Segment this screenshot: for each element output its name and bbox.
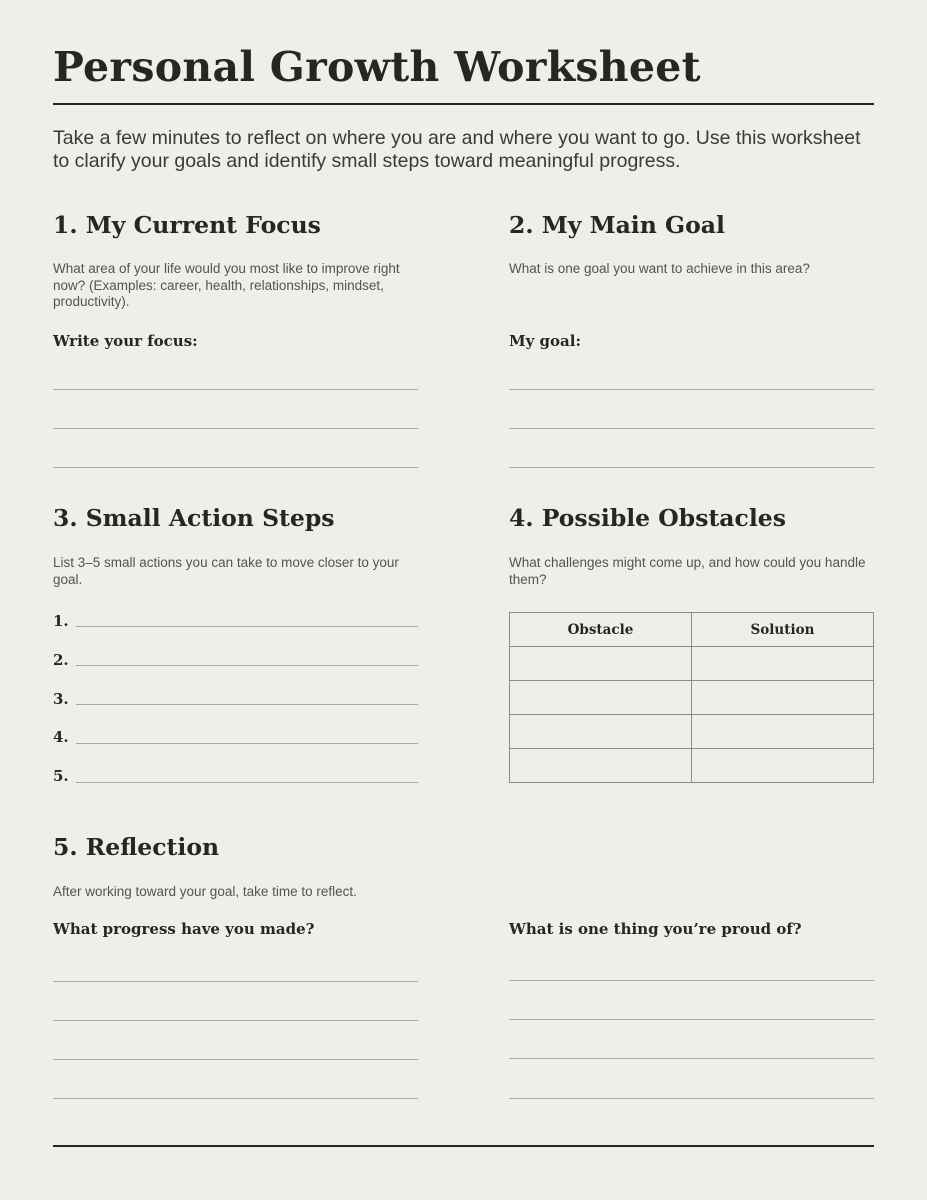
section-5-heading: 5. Reflection (53, 833, 220, 861)
goal-write-line-3[interactable] (509, 467, 874, 468)
proud-write-line-1[interactable] (509, 980, 874, 981)
intro-text: Take a few minutes to reflect on where you are and where you want to go. Use this worksheet to clarify your goals and identify small steps toward meaningful progress. (53, 127, 861, 172)
step-write-line-1[interactable] (76, 626, 418, 627)
section-1-heading: 1. My Current Focus (53, 211, 321, 239)
obstacle-cell[interactable] (510, 681, 692, 715)
table-row (510, 715, 874, 749)
progress-write-line-3[interactable] (53, 1059, 418, 1060)
step-write-line-5[interactable] (76, 782, 418, 783)
solution-cell[interactable] (692, 749, 874, 783)
step-number: 3. (53, 690, 69, 708)
progress-write-line-4[interactable] (53, 1098, 418, 1099)
goal-write-line-2[interactable] (509, 428, 874, 429)
section-5-description: After working toward your goal, take time to reflect. (53, 884, 357, 899)
progress-write-line-1[interactable] (53, 981, 418, 982)
step-number: 4. (53, 728, 69, 746)
solution-column-header: Solution (692, 613, 874, 647)
progress-write-line-2[interactable] (53, 1020, 418, 1021)
progress-label: What progress have you made? (53, 920, 315, 938)
solution-cell[interactable] (692, 647, 874, 681)
section-1-description: What area of your life would you most like to improve right now? (Examples: career, health, relationships, mindset, productivity). (53, 261, 400, 309)
obstacles-table (509, 612, 874, 783)
proud-write-line-4[interactable] (509, 1098, 874, 1099)
obstacle-cell[interactable] (510, 749, 692, 783)
focus-write-line-3[interactable] (53, 467, 418, 468)
table-row (510, 681, 874, 715)
solution-cell[interactable] (692, 715, 874, 749)
proud-write-line-2[interactable] (509, 1019, 874, 1020)
section-2-description: What is one goal you want to achieve in this area? (509, 261, 810, 276)
step-number: 5. (53, 767, 69, 785)
page-title: Personal Growth Worksheet (53, 43, 701, 91)
obstacle-cell[interactable] (510, 647, 692, 681)
section-3-heading: 3. Small Action Steps (53, 504, 335, 532)
step-write-line-4[interactable] (76, 743, 418, 744)
proud-label: What is one thing you’re proud of? (509, 920, 802, 938)
goal-write-line-1[interactable] (509, 389, 874, 390)
obstacle-cell[interactable] (510, 715, 692, 749)
step-write-line-2[interactable] (76, 665, 418, 666)
proud-write-line-3[interactable] (509, 1058, 874, 1059)
section-4-heading: 4. Possible Obstacles (509, 504, 786, 532)
step-number: 2. (53, 651, 69, 669)
section-4-description: What challenges might come up, and how could you handle them? (509, 555, 866, 587)
section-2-heading: 2. My Main Goal (509, 211, 725, 239)
focus-write-line-2[interactable] (53, 428, 418, 429)
table-row (510, 647, 874, 681)
obstacle-column-header: Obstacle (510, 613, 692, 647)
focus-label: Write your focus: (53, 332, 198, 350)
step-write-line-3[interactable] (76, 704, 418, 705)
section-3-description: List 3–5 small actions you can take to move closer to your goal. (53, 555, 399, 587)
table-header-row (510, 613, 874, 647)
solution-cell[interactable] (692, 681, 874, 715)
footer-divider (53, 1145, 874, 1147)
title-divider (53, 103, 874, 105)
step-number: 1. (53, 612, 69, 630)
table-row (510, 749, 874, 783)
focus-write-line-1[interactable] (53, 389, 418, 390)
goal-label: My goal: (509, 332, 581, 350)
